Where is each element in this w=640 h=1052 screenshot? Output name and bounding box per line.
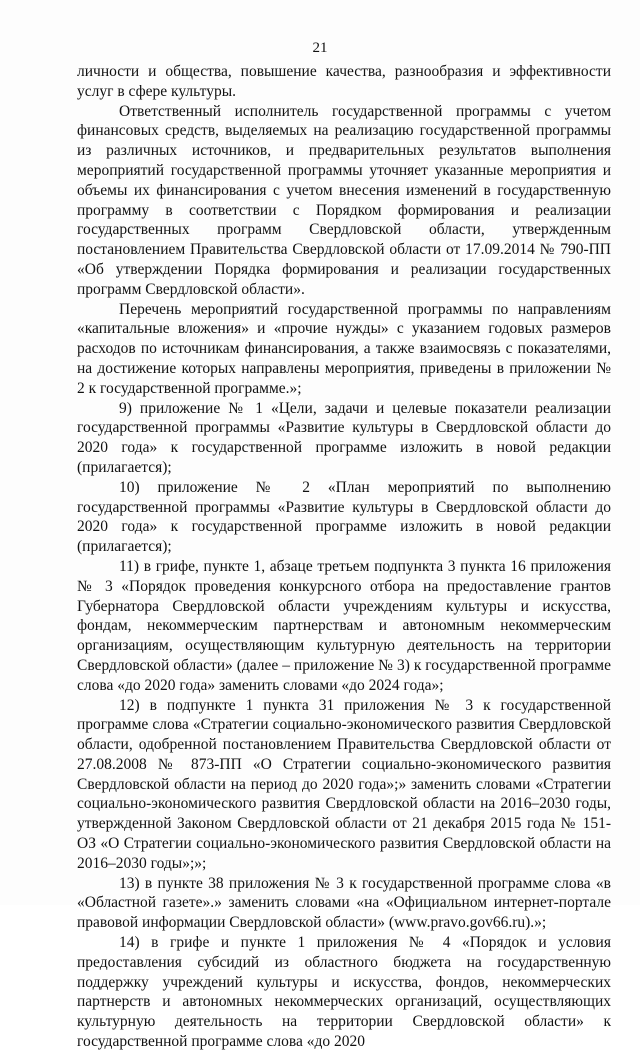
paragraph-responsible-executor: Ответственный исполнитель государственной программы с учетом финансовых средств, выделяемых на реализацию государственной программы из различных источников, и предварительных результатов выполнения мероприятий государственной программы уточняет указанные мероприятия и объемы их финансирования с учетом внесения изменений в государственную программу в соответствии с Порядком формирования и реализации государственных программ Свердловской области, утвержденным постановлением Правительства Свердловской области от 17.09.2014 № 790-ПП «Об утверждении Порядка формирования и реализации государственных программ Свердловской области». — [77, 102, 611, 298]
paragraph-item-12: 12) в подпункте 1 пункта 31 приложения № 3 к государственной программе слова «Стратегии социально-экономического развития Свердловской области, одобренной постановлением Правительства Свердловской области от 27.08.2008 № 873-ПП «О Стратегии социально-экономического развития Свердловской области на период до 2020 года»;» заменить словами «Стратегии социально-экономического развития Свердловской области на 2016–2030 годы, утвержденной Законом Свердловской области от 21 декабря 2015 года № 151-ОЗ «О Стратегии социально-экономического развития Свердловской области на 2016–2030 годы»;»; — [77, 696, 611, 872]
page-number: 21 — [312, 40, 328, 56]
paragraph-continuation: личности и общества, повышение качества, разнообразия и эффективности услуг в сфере культуры. — [77, 63, 611, 100]
paragraph-item-10: 10) приложение № 2 «План мероприятий по выполнению государственной программы «Развитие культуры в Свердловской области до 2020 года» к государственной программе изложить в новой редакции (прилагается); — [77, 478, 611, 556]
paragraph-item-9: 9) приложение № 1 «Цели, задачи и целевые показатели реализации государственной программы «Развитие культуры в Свердловской области до 2020 года» к государственной программе изложить в новой редакции (прилагается); — [77, 399, 611, 476]
document-body — [77, 62, 611, 1052]
paragraph-item-13: 13) в пункте 38 приложения № 3 к государственной программе слова «в «Областной газете».» заменить словами «на «Официальном интернет-портале правовой информации Свердловской области» (www.pravo.gov66.ru).»; — [77, 874, 611, 932]
paragraph-item-11: 11) в грифе, пункте 1, абзаце третьем подпункта 3 пункта 16 приложения № 3 «Порядок проведения конкурсного отбора на предоставление грантов Губернатора Свердловской области учреждениям культуры и искусства, фондам, некоммерческим партнерствам и автономным некоммерческим организациям, осуществляющим культурную деятельность на территории Свердловской области» (далее – приложение № 3) к государственной программе слова «до 2020 года» заменить словами «до 2024 года»; — [77, 557, 611, 694]
paragraph-activity-list: Перечень мероприятий государственной программы по направлениям «капитальные вложения» и «прочие нужды» с указанием годовых размеров расходов по источникам финансирования, а также взаимосвязь с показателями, на достижение которых направлены мероприятия, приведены в приложении № 2 к государственной программе.»; — [77, 300, 611, 397]
paragraph-item-14: 14) в грифе и пункте 1 приложения № 4 «Порядок и условия предоставления субсидий из областного бюджета на государственную поддержку учреждений культуры и искусства, фондов, некоммерческих партнерств и автономных некоммерческих организаций, осуществляющих культурную деятельность на территории Свердловской области» к государственной программе слова «до 2020 — [77, 934, 611, 1051]
